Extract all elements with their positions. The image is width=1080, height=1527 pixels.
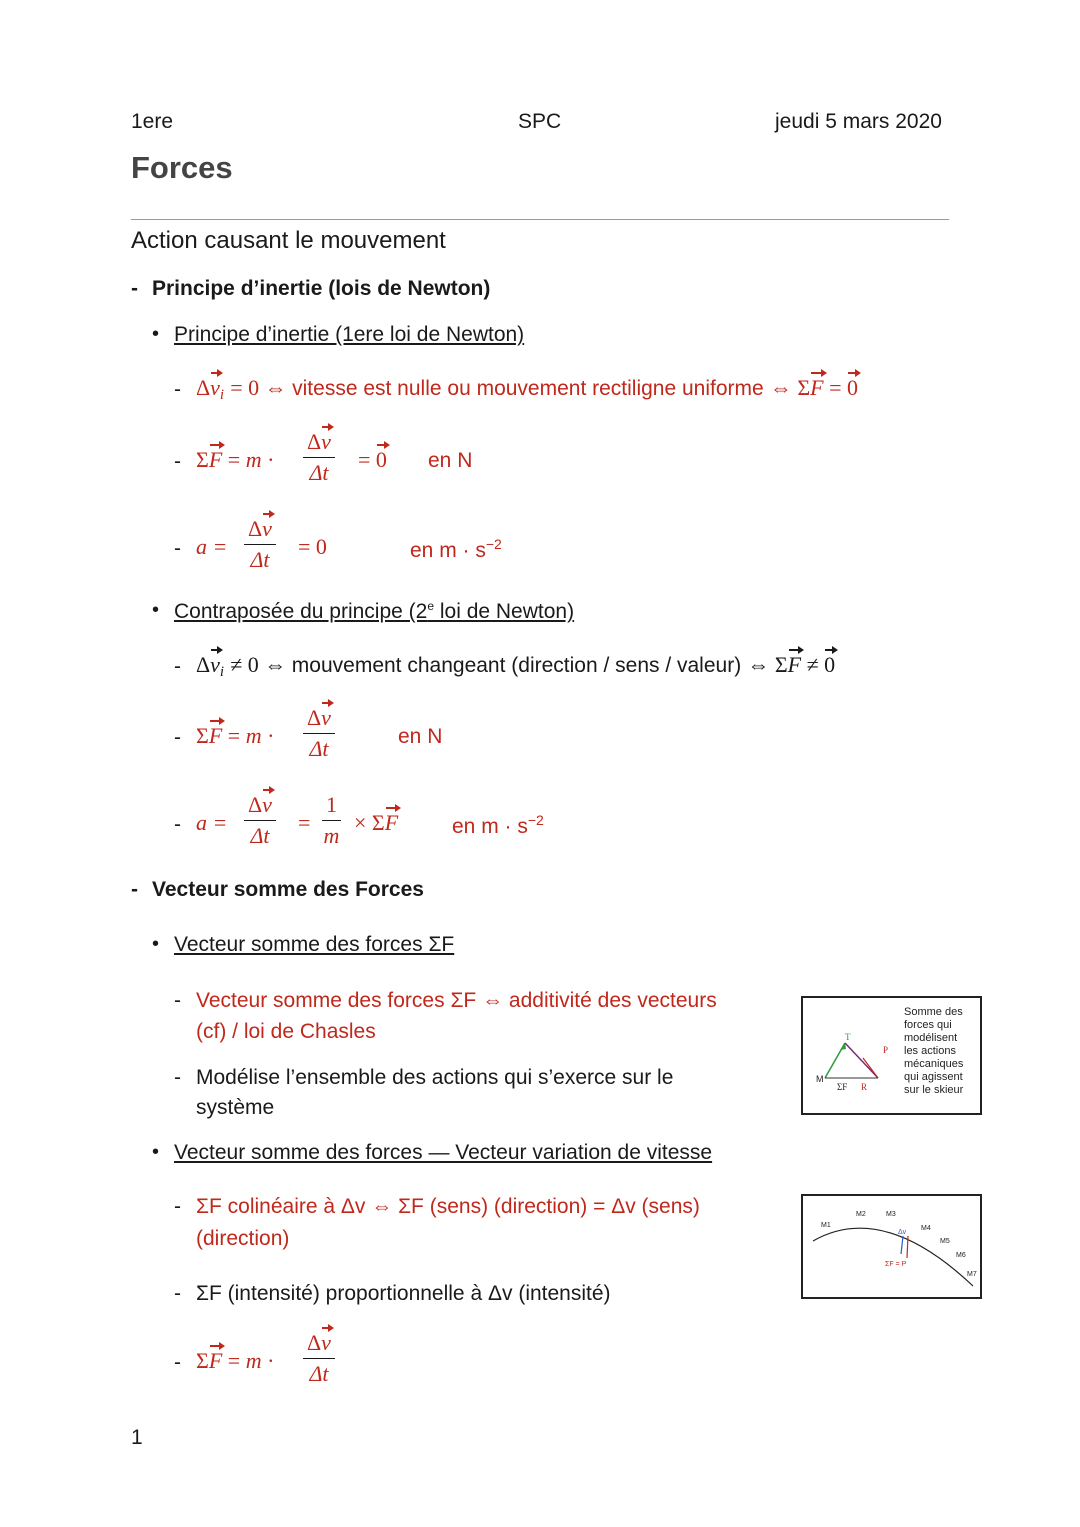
point-label: M2	[856, 1211, 866, 1218]
header-subject: SPC	[518, 110, 562, 133]
line-dash: -	[174, 1282, 181, 1305]
equals-zero-vector: = 0	[358, 447, 387, 472]
sum-heading: Vecteur somme des Forces	[152, 878, 424, 901]
line-dash: -	[174, 378, 181, 401]
unit-acceleration: en $m \cdot s^{-2}$	[452, 812, 544, 838]
point-label: M3	[886, 1211, 896, 1218]
equals-zero: = 0	[298, 534, 327, 559]
figure1-caption	[904, 1006, 963, 1097]
sum-item2-line2: système	[196, 1096, 275, 1119]
point-label: M5	[940, 1238, 950, 1245]
sum-item2-line1: Modélise l’ensemble des actions qui s’exerce sur le	[196, 1066, 674, 1089]
fraction-dv-dt: $\frac{\Delta v}{\Delta t}$	[303, 429, 335, 486]
line-dash: -	[174, 813, 181, 836]
p-label: P	[883, 1045, 889, 1055]
point-label: M1	[821, 1222, 831, 1229]
sum-item4: ΣF (intensité) proportionnelle à Δv (intensité)	[196, 1282, 611, 1305]
heading-dash: -	[131, 878, 138, 901]
caption-line: forces qui	[904, 1019, 952, 1031]
sum-f-label: ΣF	[837, 1082, 848, 1092]
point-m-label: M	[816, 1074, 824, 1084]
point-label: M6	[956, 1252, 966, 1259]
bullet: •	[152, 599, 160, 621]
caption-line: modélisent	[904, 1032, 958, 1044]
heading-dash: -	[131, 277, 138, 300]
r-label: R	[861, 1082, 868, 1092]
section-title: Action causant le mouvement	[131, 227, 446, 254]
sum-item3-line1: ΣF colinéaire à Δv ⇔ ΣF (sens) (direction) = Δv (sens)	[196, 1195, 700, 1218]
sum-f-p-label: ΣF = P	[885, 1261, 907, 1268]
sum-f: ΣF = m ·	[196, 723, 275, 748]
fraction-1-m: $\frac{1}{m}$	[323, 792, 340, 848]
sum-item1-line1: Vecteur somme des forces ΣF ⇔ additivité des vecteurs	[196, 989, 717, 1012]
accel-a: a =	[196, 810, 228, 835]
line-dash: -	[174, 537, 181, 560]
header-date: jeudi 5 mars 2020	[775, 110, 942, 133]
t-label: T	[845, 1032, 851, 1042]
fraction-dv-dt: $\frac{\Delta v}{\Delta t}$	[303, 1330, 335, 1387]
fraction-dv-dt: $\frac{\Delta v}{\Delta t}$	[244, 792, 276, 849]
point-label: M7	[967, 1271, 977, 1278]
sum-subtitle-2: Vecteur somme des forces — Vecteur variation de vitesse	[174, 1141, 713, 1164]
line-dash: -	[174, 1195, 181, 1218]
sum-subtitle-1: Vecteur somme des forces ΣF	[174, 933, 455, 956]
first-law-line1: Δvi = 0 ⇔ vitesse est nulle ou mouvement rectiligne uniforme ⇔ ΣF = 0	[196, 375, 859, 403]
trajectory-diagram	[803, 1196, 980, 1297]
line-dash: -	[174, 726, 181, 749]
header-class: 1ere	[131, 110, 174, 133]
second-law-line1-text: mouvement changeant (direction / sens / valeur)	[291, 654, 742, 677]
unit-acceleration: en $m \cdot s^{-2}$	[410, 536, 502, 562]
sum-f: ΣF = m ·	[196, 1348, 275, 1373]
sum-item3-line2: (direction)	[196, 1227, 290, 1250]
caption-line: sur le skieur	[904, 1084, 964, 1096]
line-dash: -	[174, 655, 181, 678]
inertia-heading: Principe d’inertie (lois de Newton)	[152, 277, 491, 300]
line-dash: -	[174, 989, 181, 1012]
force-vectors-diagram	[803, 998, 903, 1109]
first-law-line1-text: vitesse est nulle ou mouvement rectiligne uniforme	[292, 377, 764, 400]
bullet: •	[152, 323, 160, 345]
page-number: 1	[131, 1426, 143, 1449]
caption-line: les actions	[904, 1045, 956, 1057]
skier-forces-figure	[801, 996, 982, 1115]
second-law-line1: Δvi ≠ 0 ⇔ mouvement changeant (direction / sens / valeur) ⇔ ΣF ≠ 0	[196, 652, 836, 680]
equals: =	[298, 810, 311, 835]
line-dash: -	[174, 1351, 181, 1374]
times-sum-f: × ΣF	[354, 810, 399, 835]
unit-newton: en N	[398, 725, 443, 748]
bullet: •	[152, 933, 160, 955]
caption-line: mécaniques	[904, 1058, 964, 1070]
title-divider	[131, 219, 949, 220]
line-dash: -	[174, 450, 181, 473]
line-dash: -	[174, 1066, 181, 1089]
accel-a: a =	[196, 534, 228, 559]
sum-item1-line2: (cf) / loi de Chasles	[196, 1020, 376, 1043]
bullet: •	[152, 1141, 160, 1163]
sum-f: ΣF = m ·	[196, 447, 275, 472]
point-label: M4	[921, 1225, 931, 1232]
dv-label: Δv	[898, 1229, 907, 1236]
fraction-dv-dt: $\frac{\Delta v}{\Delta t}$	[303, 705, 335, 762]
page-title: Forces	[131, 150, 233, 185]
trajectory-figure	[801, 1194, 982, 1299]
first-law-title: Principe d’inertie (1ere loi de Newton)	[174, 323, 525, 346]
fraction-dv-dt: $\frac{\Delta v}{\Delta t}$	[244, 516, 276, 573]
second-law-title: Contraposée du principe (2e loi de Newton)	[174, 599, 575, 623]
unit-newton: en N	[428, 449, 473, 472]
caption-line: Somme des	[904, 1006, 963, 1018]
caption-line: qui agissent	[904, 1071, 963, 1083]
